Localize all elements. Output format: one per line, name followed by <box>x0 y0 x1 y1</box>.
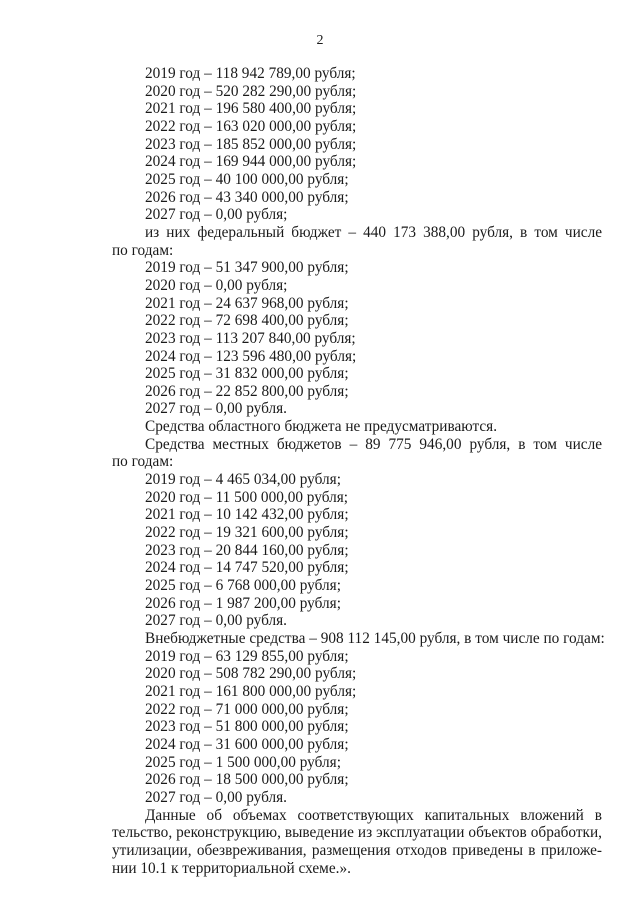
local-budget-intro-cont: по годам: <box>112 453 174 471</box>
year-line: 2019 год – 63 129 855,00 рубля; <box>145 647 349 665</box>
year-line: 2020 год – 520 282 290,00 рубля; <box>145 82 357 100</box>
year-line: 2020 год – 508 782 290,00 рубля; <box>145 665 357 683</box>
paragraph-line: нии 10.1 к территориальной схеме.». <box>112 859 351 877</box>
year-line: 2027 год – 0,00 рубля; <box>145 206 288 224</box>
page-number: 2 <box>316 33 324 48</box>
year-line: 2021 год – 196 580 400,00 рубля; <box>145 100 357 118</box>
year-line: 2025 год – 40 100 000,00 рубля; <box>145 170 349 188</box>
year-line: 2020 год – 0,00 рубля; <box>145 276 288 294</box>
regional-budget-note: Средства областного бюджета не предусматриваются. <box>145 418 498 436</box>
year-line: 2026 год – 43 340 000,00 рубля; <box>145 188 349 206</box>
local-budget-section <box>112 436 602 630</box>
year-line: 2021 год – 24 637 968,00 рубля; <box>145 294 349 312</box>
capital-investments-paragraph <box>112 807 602 878</box>
paragraph-line: тельство, реконструкцию, выведение из эксплуатации объектов обработки, <box>112 824 602 842</box>
extrabudget-intro: Внебюджетные средства – 908 112 145,00 рубля, в том числе по годам: <box>145 630 605 647</box>
federal-budget-intro: из них федеральный бюджет – 440 173 388,00 рубля, в том числе <box>145 223 602 241</box>
year-line: 2025 год – 31 832 000,00 рубля; <box>145 365 349 383</box>
year-line: 2019 год – 118 942 789,00 рубля; <box>145 65 356 82</box>
year-line: 2024 год – 31 600 000,00 рубля; <box>145 735 349 753</box>
year-line: 2027 год – 0,00 рубля. <box>145 612 287 630</box>
year-line: 2022 год – 163 020 000,00 рубля; <box>145 117 357 135</box>
year-line: 2021 год – 161 800 000,00 рубля; <box>145 682 357 700</box>
federal-budget-section <box>112 224 602 418</box>
paragraph-line: утилизации, обезвреживания, размещения отходов приведены в приложе- <box>112 841 602 859</box>
year-line: 2027 год – 0,00 рубля. <box>145 788 287 806</box>
paragraph-line: Данные об объемах соответствующих капитальных вложений в <box>145 806 602 824</box>
local-budget-intro: Средства местных бюджетов – 89 775 946,00 рубля, в том числе <box>145 435 602 453</box>
year-line: 2023 год – 113 207 840,00 рубля; <box>145 329 356 347</box>
budget-by-year-list <box>112 65 602 224</box>
year-line: 2026 год – 1 987 200,00 рубля; <box>145 594 341 612</box>
year-line: 2022 год – 72 698 400,00 рубля; <box>145 312 349 330</box>
year-line: 2022 год – 71 000 000,00 рубля; <box>145 700 349 718</box>
year-line: 2027 год – 0,00 рубля. <box>145 400 287 418</box>
year-line: 2019 год – 4 465 034,00 рубля; <box>145 471 341 489</box>
document-body <box>112 65 605 877</box>
federal-budget-intro-cont: по годам: <box>112 241 174 259</box>
year-line: 2020 год – 11 500 000,00 рубля; <box>145 488 349 506</box>
year-line: 2023 год – 20 844 160,00 рубля; <box>145 541 349 559</box>
year-line: 2023 год – 51 800 000,00 рубля; <box>145 718 349 736</box>
year-line: 2024 год – 14 747 520,00 рубля; <box>145 559 349 577</box>
year-line: 2024 год – 123 596 480,00 рубля; <box>145 347 357 365</box>
year-line: 2026 год – 18 500 000,00 рубля; <box>145 771 349 789</box>
year-line: 2025 год – 1 500 000,00 рубля; <box>145 753 341 771</box>
year-line: 2026 год – 22 852 800,00 рубля; <box>145 382 349 400</box>
year-line: 2025 год – 6 768 000,00 рубля; <box>145 577 341 595</box>
year-line: 2022 год – 19 321 600,00 рубля; <box>145 524 349 542</box>
year-line: 2024 год – 169 944 000,00 рубля; <box>145 153 357 171</box>
extrabudget-section <box>112 630 605 807</box>
year-line: 2023 год – 185 852 000,00 рубля; <box>145 135 357 153</box>
year-line: 2021 год – 10 142 432,00 рубля; <box>145 506 349 524</box>
year-line: 2019 год – 51 347 900,00 рубля; <box>145 259 349 277</box>
